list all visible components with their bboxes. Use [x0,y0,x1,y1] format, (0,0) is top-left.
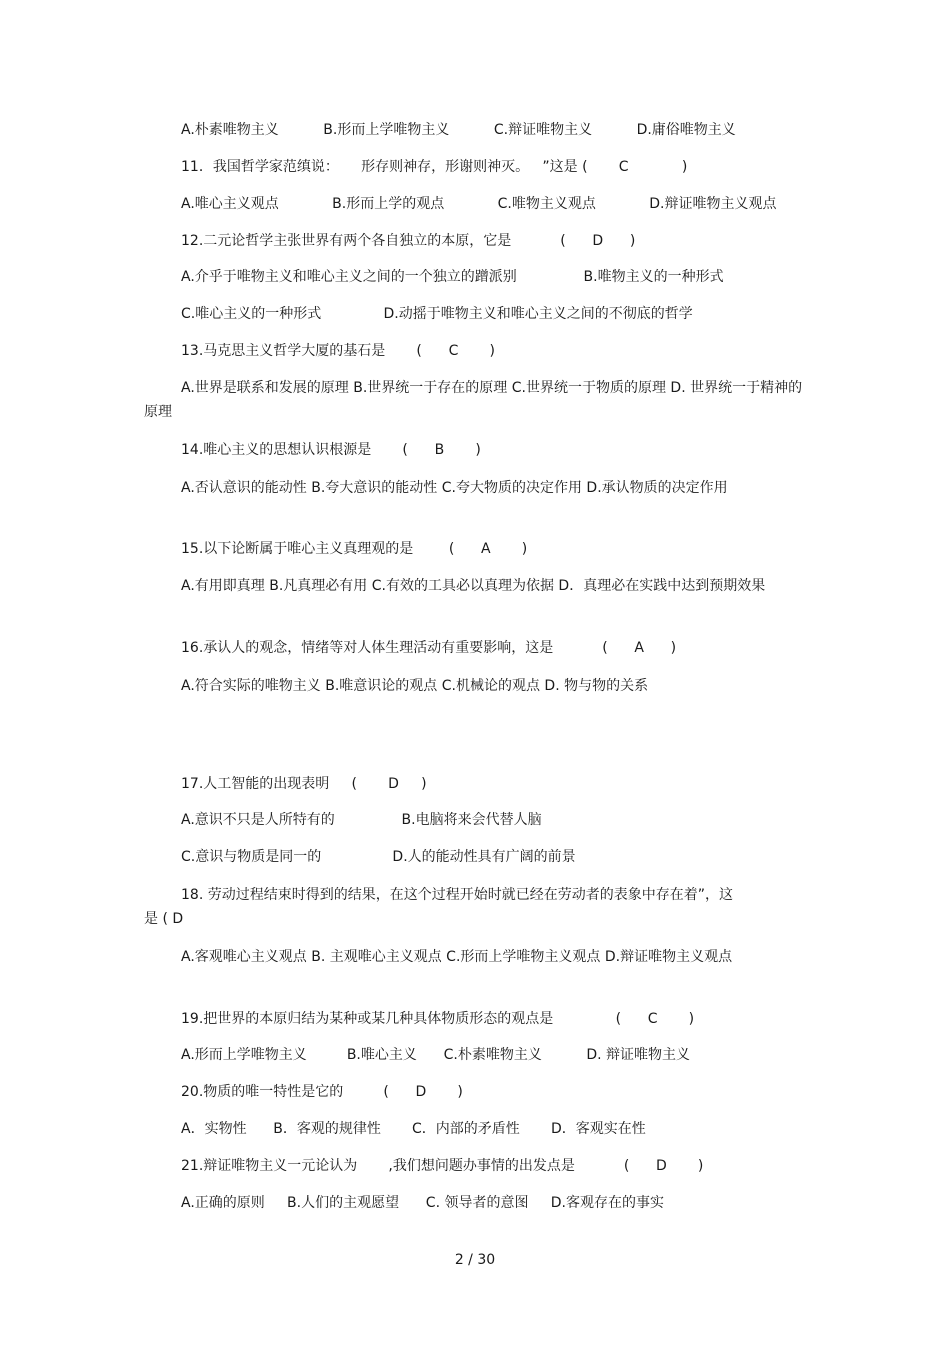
question-17: 17.人工智能的出现表明 ( D ) [181,776,427,792]
option-line-20: A．实物性 B．客观的规律性 C．内部的矛盾性 D．客观实在性 [181,1121,646,1137]
question-18: 18. 劳动过程结束时得到的结果，在这个过程开始时就已经在劳动者的表象中存在着”，这是 ( D [144,887,733,927]
question-11: 11．我国哲学家范缜说： 形存则神存，形谢则神灭。 ”这是 ( C ) [181,159,688,175]
option-line-12b: C.唯心主义的一种形式 D.动摇于唯物主义和唯心主义之间的不彻底的哲学 [181,306,693,322]
option-line-13: A.世界是联系和发展的原理 B.世界统一于存在的原理 C.世界统一于物质的原理 D. 世界统一于精神的原理 [144,380,803,420]
option-line-15: A.有用即真理 B.凡真理必有用 C.有效的工具必以真理为依据 D．真理必在实践中达到预期效果 [181,578,766,594]
option-line-11: A.唯心主义观点 B.形而上学的观点 C.唯物主义观点 D.辩证唯物主义观点 [181,196,777,212]
option-line-19: A.形而上学唯物主义 B.唯心主义 C.朴素唯物主义 D. 辩证唯物主义 [181,1047,690,1063]
question-20: 20.物质的唯一特性是它的 ( D ) [181,1084,463,1100]
option-line-16: A.符合实际的唯物主义 B.唯意识论的观点 C.机械论的观点 D. 物与物的关系 [181,678,649,694]
question-21: 21.辩证唯物主义一元论认为 ,我们想问题办事情的出发点是 ( D ) [181,1158,704,1174]
page-number: 2 / 30 [454,1252,496,1268]
option-line-10: A.朴素唯物主义 B.形而上学唯物主义 C.辩证唯物主义 D.庸俗唯物主义 [181,122,736,138]
option-line-17b: C.意识与物质是同一的 D.人的能动性具有广阔的前景 [181,849,576,865]
option-line-14: A.否认意识的能动性 B.夸大意识的能动性 C.夸大物质的决定作用 D.承认物质的决定作用 [181,480,728,496]
option-line-21: A.正确的原则 B.人们的主观愿望 C. 领导者的意图 D.客观存在的事实 [181,1195,664,1211]
option-line-12a: A.介乎于唯物主义和唯心主义之间的一个独立的蹭派别 B.唯物主义的一种形式 [181,269,724,285]
question-19: 19.把世界的本原归结为某种或某几种具体物质形态的观点是 ( C ) [181,1011,695,1027]
question-13: 13.马克思主义哲学大厦的基石是 ( C ) [181,343,495,359]
question-16: 16.承认人的观念，情绪等对人体生理活动有重要影响，这是 ( A ) [181,640,677,656]
option-line-17a: A.意识不只是人所特有的 B.电脑将来会代替人脑 [181,812,542,828]
question-12: 12.二元论哲学主张世界有两个各自独立的本原，它是 ( D ) [181,233,636,249]
question-15: 15.以下论断属于唯心主义真理观的是 ( A ) [181,541,528,557]
option-line-18: A.客观唯心主义观点 B. 主观唯心主义观点 C.形而上学唯物主义观点 D.辩证唯物主义观点 [181,949,733,965]
question-14: 14.唯心主义的思想认识根源是 ( B ) [181,442,481,458]
